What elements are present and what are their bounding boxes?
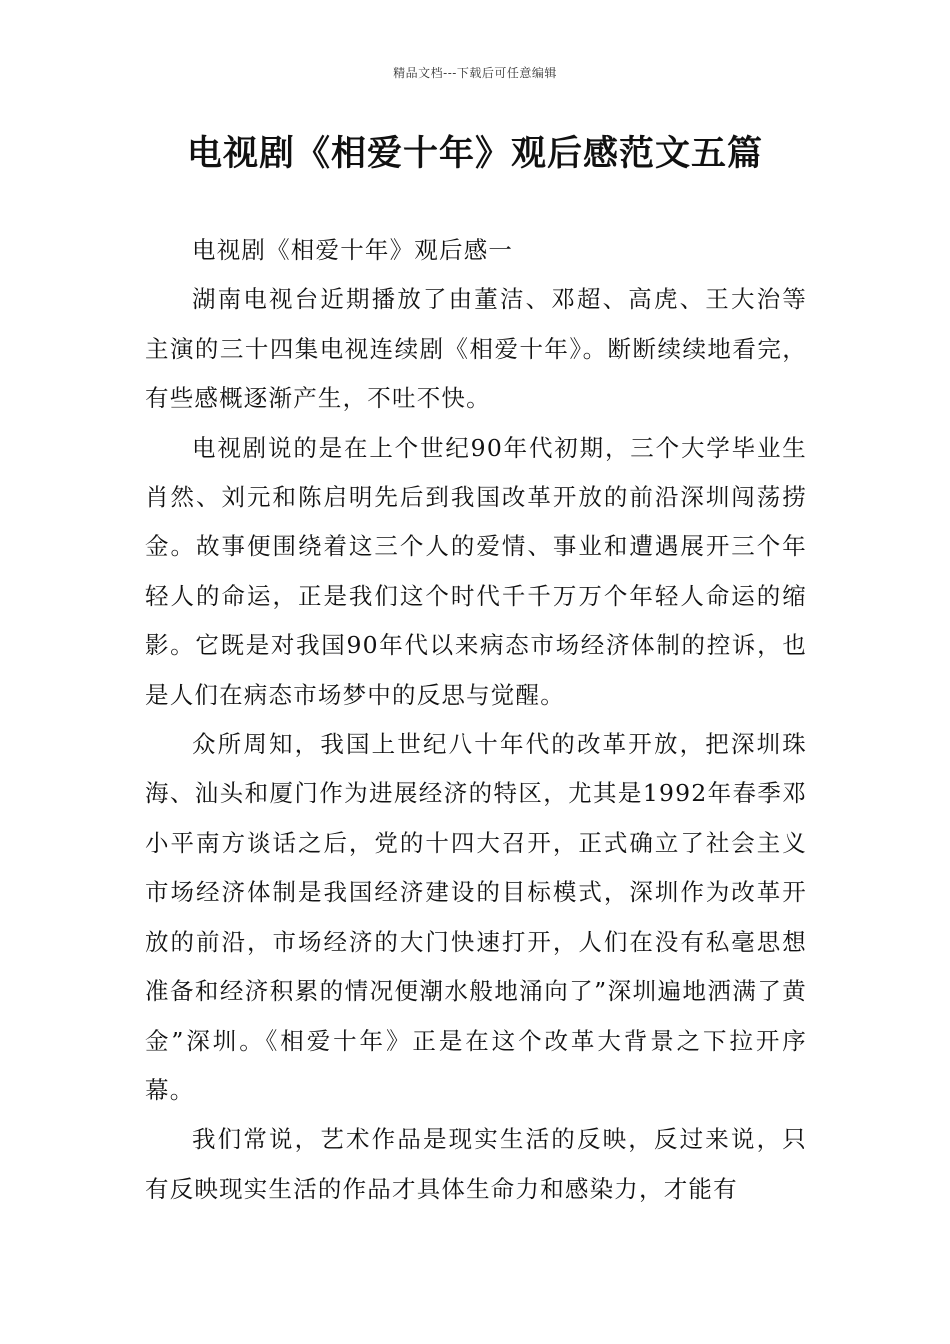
- header-note: 精品文档---下载后可任意编辑: [393, 66, 557, 80]
- paragraph: 我们常说，艺术作品是现实生活的反映，反过来说，只有反映现实生活的作品才具体生命力和感染力，才能有: [145, 1125, 807, 1203]
- document-title: 电视剧《相爱十年》观后感范文五篇: [186, 134, 763, 174]
- document-body: [145, 226, 807, 1214]
- paragraph: 电视剧说的是在上个世纪90年代初期，三个大学毕业生肖然、刘元和陈启明先后到我国改革开放的前沿深圳闯荡捞金。故事便围绕着这三个人的爱情、事业和遭遇展开三个年轻人的命运，正是我们这个时代千千万万个年轻人命运的缩影。它既是对我国90年代以来病态市场经济体制的控诉，也是人们在病态市场梦中的反思与觉醒。: [145, 433, 807, 709]
- paragraph: 众所周知，我国上世纪八十年代的改革开放，把深圳珠海、汕头和厦门作为进展经济的特区，尤其是1992年春季邓小平南方谈话之后，党的十四大召开，正式确立了社会主义市场经济体制是我国经济建设的目标模式，深圳作为改革开放的前沿，市场经济的大门快速打开，人们在没有私毫思想准备和经济积累的情况便潮水般地涌向了”深圳遍地洒满了黄金”深圳。《相爱十年》正是在这个改革大背景之下拉开序幕。: [145, 730, 807, 1104]
- section-heading: 电视剧《相爱十年》观后感一: [192, 236, 514, 264]
- paragraph: 湖南电视台近期播放了由董洁、邓超、高虎、王大治等主演的三十四集电视连续剧《相爱十年》。断断续续地看完，有些感概逐渐产生，不吐不快。: [145, 285, 807, 413]
